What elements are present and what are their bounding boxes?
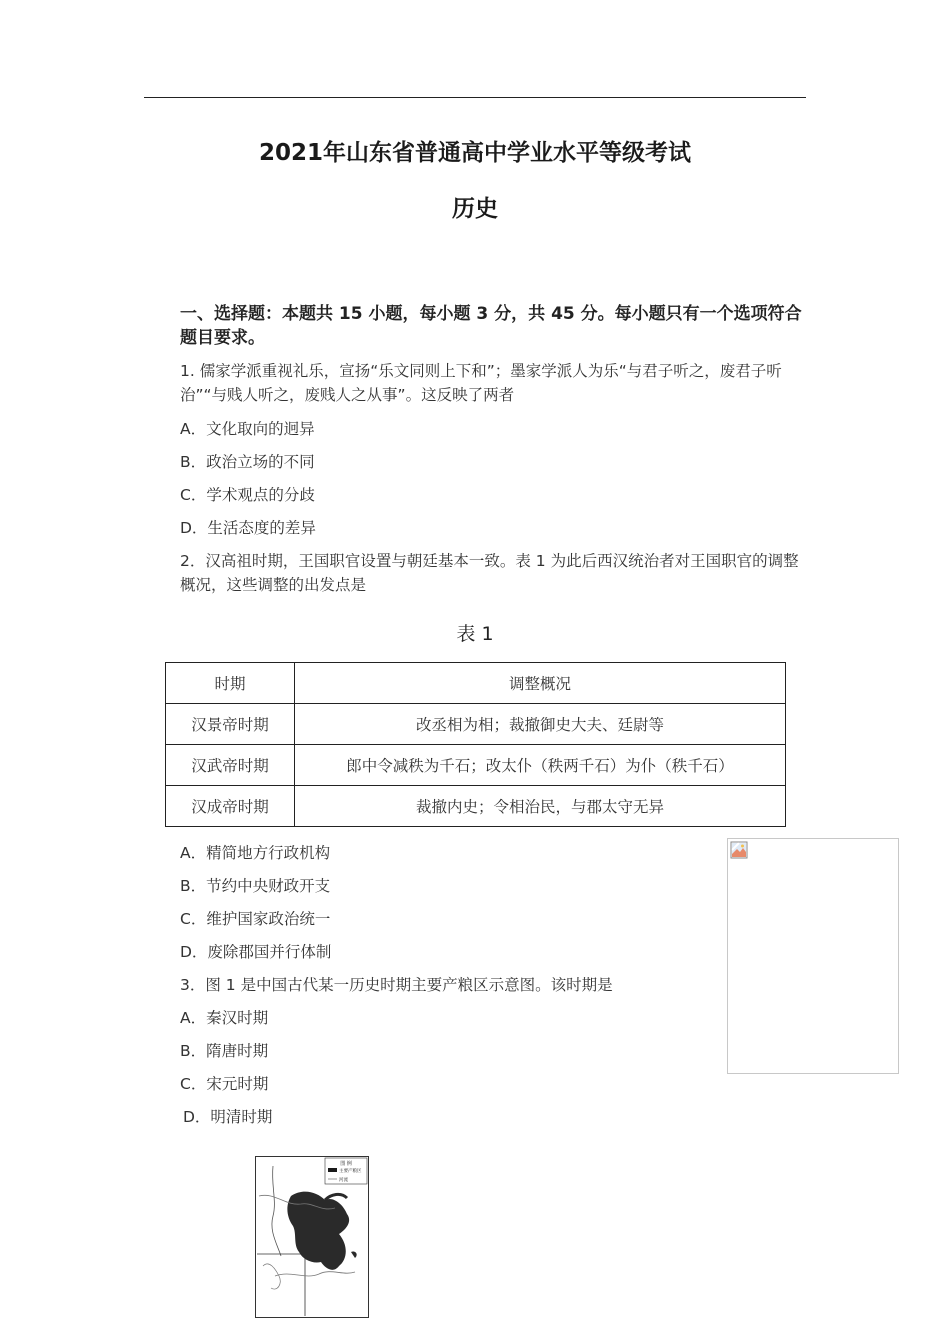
q2-option-c: C．维护国家政治统一 xyxy=(180,910,331,928)
q1-option-c: C．学术观点的分歧 xyxy=(180,486,315,504)
subject-title: 历史 xyxy=(452,196,498,222)
q2-option-d: D．废除郡国并行体制 xyxy=(180,943,332,961)
broken-image-icon xyxy=(730,841,748,859)
q3-option-d: D．明清时期 xyxy=(183,1108,273,1126)
broken-image-frame xyxy=(727,838,899,1074)
q3-option-c: C．宋元时期 xyxy=(180,1075,269,1093)
q3-option-b: B．隋唐时期 xyxy=(180,1042,269,1060)
table-cell: 汉武帝时期 xyxy=(166,745,295,786)
table-row xyxy=(166,704,786,745)
map-legend-river-label: 河流 xyxy=(339,1178,348,1183)
exam-title: 2021年山东省普通高中学业水平等级考试 xyxy=(258,140,691,166)
q1-option-d: D．生活态度的差异 xyxy=(180,519,316,537)
table-row xyxy=(166,745,786,786)
adjustment-table xyxy=(165,662,786,827)
map-legend-area-swatch xyxy=(328,1168,337,1172)
table-cell: 汉景帝时期 xyxy=(166,704,295,745)
table-header-row xyxy=(166,663,786,704)
table-caption: 表 1 xyxy=(456,623,494,645)
question-1-stem: 1. 儒家学派重视礼乐，宣扬“乐文同则上下和”；墨家学派人为乐“与君子听之，废君子听治”“与贱人听之，废贱人之从事”。这反映了两者 xyxy=(180,362,782,404)
q1-option-a: A．文化取向的迥异 xyxy=(180,420,315,438)
q2-option-a: A．精简地方行政机构 xyxy=(180,844,331,862)
header-rule xyxy=(144,97,806,98)
question-2-stem: 2．汉高祖时期，王国职官设置与朝廷基本一致。表 1 为此后西汉统治者对王国职官的调整概况，这些调整的出发点是 xyxy=(180,552,799,594)
q3-option-a: A．秦汉时期 xyxy=(180,1009,269,1027)
question-3-stem: 3．图 1 是中国古代某一历史时期主要产粮区示意图。该时期是 xyxy=(180,976,613,994)
section-heading: 一、选择题：本题共 15 小题，每小题 3 分，共 45 分。每小题只有一个选项符合题目要求。 xyxy=(180,304,802,348)
table-cell: 裁撤内史；令相治民，与郡太守无异 xyxy=(295,786,786,827)
table-header-period: 时期 xyxy=(166,663,295,704)
map-legend-title: 图 例 xyxy=(340,1161,352,1167)
q1-option-b: B．政治立场的不同 xyxy=(180,453,315,471)
table-cell: 汉成帝时期 xyxy=(166,786,295,827)
map-legend-area-label: 主要产粮区 xyxy=(339,1169,362,1174)
grain-region-map xyxy=(255,1156,369,1318)
table-header-summary: 调整概况 xyxy=(295,663,786,704)
q2-option-b: B．节约中央财政开支 xyxy=(180,877,331,895)
table-row xyxy=(166,786,786,827)
table-cell: 改丞相为相；裁撤御史大夫、廷尉等 xyxy=(295,704,786,745)
table-cell: 郎中令减秩为千石；改太仆（秩两千石）为仆（秩千石） xyxy=(295,745,786,786)
